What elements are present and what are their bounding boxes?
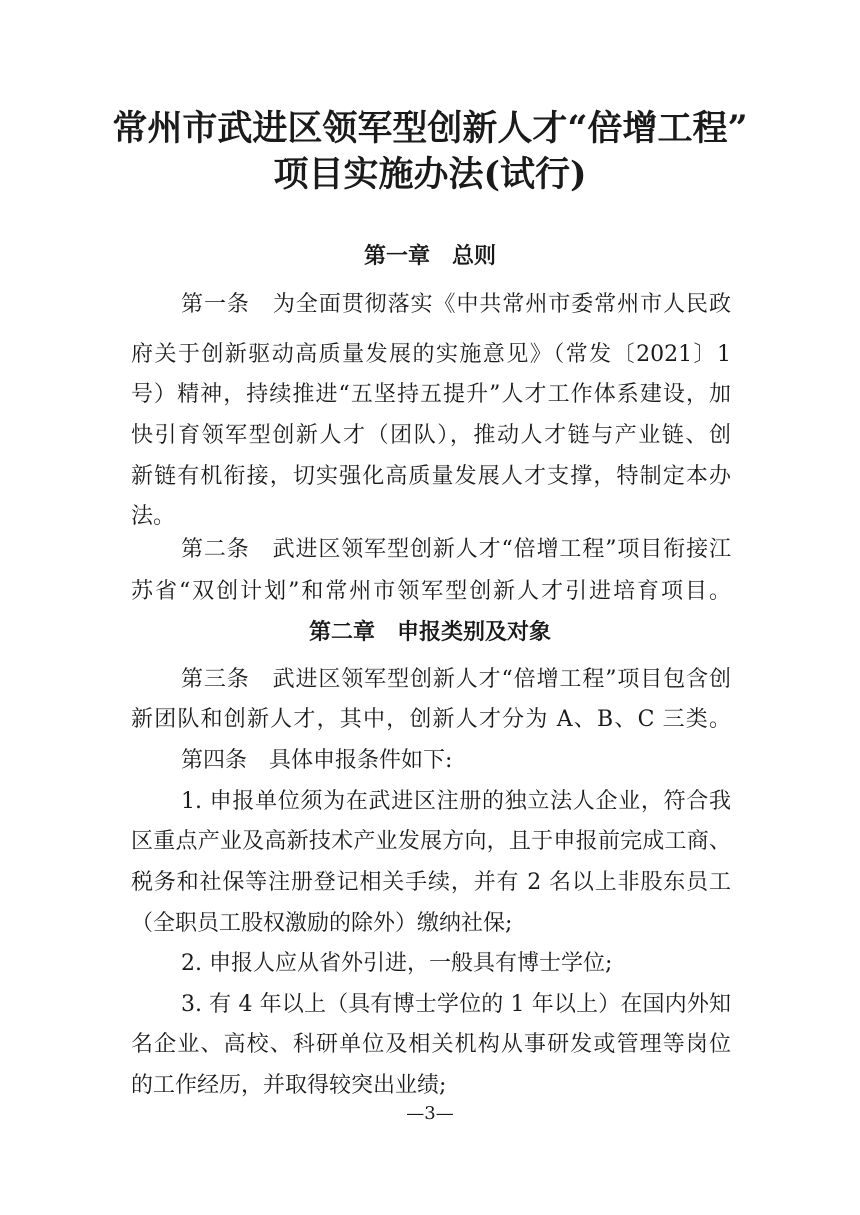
item-1-line-2: 区重点产业及高新技术产业发展方向，且于申报前完成工商、 <box>131 829 731 854</box>
article-2-line-1: 第二条 武进区领军型创新人才“倍增工程”项目衔接江 <box>181 537 731 562</box>
article-1-line-1: 第一条 为全面贯彻落实《中共常州市委常州市人民政 <box>181 292 731 317</box>
article-3-line-2: 新团队和创新人才，其中，创新人才分为 A、B、C 三类。 <box>131 707 731 732</box>
item-1-line-3: 税务和社保等注册登记相关手续，并有 2 名以上非股东员工 <box>131 870 731 895</box>
page-number: —3— <box>406 1103 454 1124</box>
article-3-line-1: 第三条 武进区领军型创新人才“倍增工程”项目包含创 <box>181 667 731 692</box>
article-2-line-2: 苏省“双创计划”和常州市领军型创新人才引进培育项目。 <box>131 579 731 604</box>
item-3-line-3: 的工作经历，并取得较突出业绩; <box>131 1073 447 1098</box>
item-2-line-1: 2. 申报人应从省外引进，一般具有博士学位; <box>181 951 613 976</box>
article-1-line-2: 府关于创新驱动高质量发展的实施意见》（常发〔2021〕1 <box>131 342 731 367</box>
chapter-heading-general: 第一章 总则 <box>363 244 496 269</box>
article-4-line-1: 第四条 具体申报条件如下: <box>181 748 453 773</box>
item-1-line-4: （全职员工股权激励的除外）缴纳社保; <box>131 911 513 936</box>
article-1-line-4: 快引育领军型创新人才（团队），推动人才链与产业链、创 <box>131 423 731 448</box>
article-1-line-6: 法。 <box>131 504 176 529</box>
item-1-line-1: 1. 申报单位须为在武进区注册的独立法人企业，符合我 <box>181 789 731 814</box>
item-3-line-2: 名企业、高校、科研单位及相关机构从事研发或管理等岗位 <box>131 1032 731 1057</box>
article-1-line-5: 新链有机衔接，切实强化高质量发展人才支撑，特制定本办 <box>131 464 731 489</box>
item-3-line-1: 3. 有 4 年以上（具有博士学位的 1 年以上）在国内外知 <box>181 992 731 1017</box>
article-1-line-3: 号）精神，持续推进“五坚持五提升”人才工作体系建设，加 <box>131 382 731 407</box>
chapter-heading-categories: 第二章 申报类别及对象 <box>308 620 551 645</box>
document-title-line-2: 项目实施办法(试行) <box>273 154 587 195</box>
document-title-line-1: 常州市武进区领军型创新人才“倍增工程” <box>112 108 748 149</box>
